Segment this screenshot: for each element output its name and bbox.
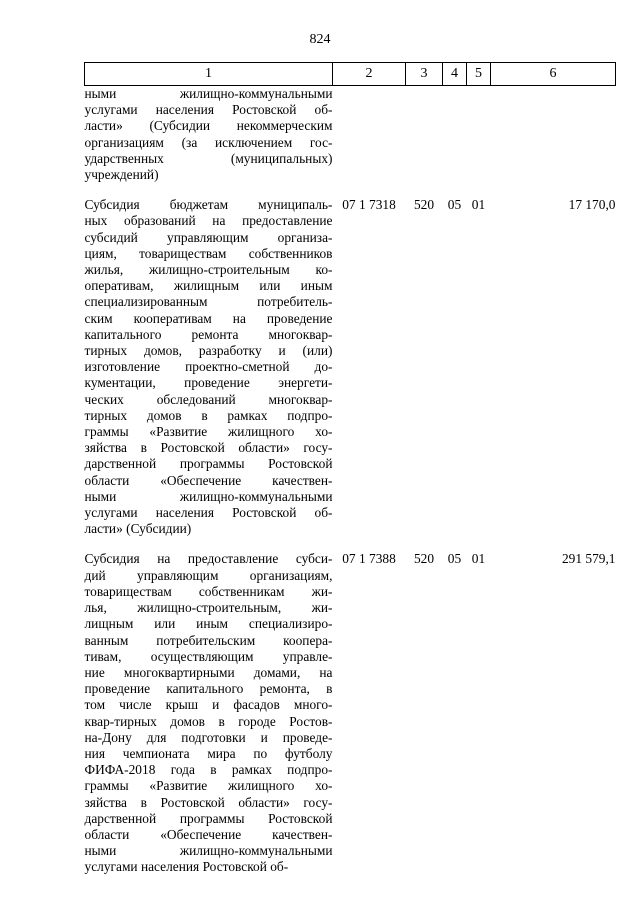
name-line: граммы «Развитие жилищного хо-	[84, 424, 333, 440]
name-line: ных образований на предоставление	[84, 213, 333, 229]
cell-target: 07 1 7388	[342, 551, 396, 567]
cell-subsection	[467, 86, 491, 184]
name-line: капитального ремонта многоквар-	[84, 326, 333, 342]
name-line: на-Дону для подготовки и проведе-	[84, 729, 333, 745]
name-line: ческих обследований многоквар-	[84, 391, 333, 407]
name-line: специализированным потребитель-	[84, 294, 333, 310]
name-line: ударственных (муниципальных)	[84, 150, 333, 166]
cell-section	[443, 86, 467, 184]
name-line: тирных домов, разработку и (или)	[84, 343, 333, 359]
name-line: жилья, жилищно-строительным ко-	[84, 262, 333, 278]
column-header-subsection: 5	[467, 63, 491, 86]
name-line: проведение капитального ремонта, в	[84, 681, 333, 697]
name-line: зяйства в Ростовской области» госу-	[84, 440, 333, 456]
column-header-target: 2	[333, 63, 406, 86]
cell-expense-type	[406, 86, 443, 184]
name-line: ласти» (Субсидии)	[84, 521, 192, 537]
cell-expense-type: 520	[413, 551, 435, 567]
name-line: лищным или иным специализиро-	[84, 616, 333, 632]
name-line: ским кооперативам на проведение	[84, 310, 333, 326]
name-line: граммы «Развитие жилищного хо-	[84, 778, 333, 794]
cell-name	[85, 183, 333, 537]
name-line: учреждений)	[84, 167, 159, 183]
column-header-section: 4	[443, 63, 467, 86]
name-line: том числе крыш и фасадов много-	[84, 697, 333, 713]
name-line: дарственной программы Ростовской	[84, 456, 333, 472]
cell-name	[85, 86, 333, 184]
name-line: дарственной программы Ростовской	[84, 810, 333, 826]
name-line: дий управляющим организациям,	[84, 567, 333, 583]
name-line: тивам, осуществляющим управле-	[84, 648, 333, 664]
column-header-sum: 6	[491, 63, 616, 86]
cell-sum: 291 579,1	[561, 551, 616, 567]
column-header-name: 1	[85, 63, 333, 86]
name-line: ными жилищно-коммунальными	[84, 488, 333, 504]
name-line: ванным потребительским коопера-	[84, 632, 333, 648]
cell-target	[333, 86, 406, 184]
name-line: ние многоквартирными домами, на	[84, 664, 333, 680]
name-line: ными жилищно-коммунальными	[84, 843, 333, 859]
name-line: субсидий управляющим организа-	[84, 229, 333, 245]
name-line: ными жилищно-коммунальными	[84, 86, 333, 101]
cell-section: 05	[447, 197, 462, 213]
table-row	[85, 183, 616, 537]
table-row	[85, 86, 616, 184]
name-line: области «Обеспечение качествен-	[84, 826, 333, 842]
name-line: области «Обеспечение качествен-	[84, 472, 333, 488]
cell-subsection: 01	[471, 197, 486, 213]
name-line: оперативам, жилищным или иным	[84, 278, 333, 294]
name-line: ФИФА-2018 года в рамках подпро-	[84, 762, 333, 778]
name-line: изготовление проектно-сметной до-	[84, 359, 333, 375]
name-line: циям, товариществам собственников	[84, 245, 333, 261]
name-line: кументации, проведение энергети-	[84, 375, 333, 391]
cell-sum: 17 170,0	[568, 197, 616, 213]
budget-table	[84, 62, 616, 876]
cell-target: 07 1 7318	[342, 197, 396, 213]
name-line: организациям (за исключением гос-	[84, 134, 333, 150]
cell-section: 05	[447, 551, 462, 567]
table-header-row	[85, 63, 616, 86]
name-line: товариществам собственникам жи-	[84, 583, 333, 599]
name-line: тирных домов в рамках подпро-	[84, 407, 333, 423]
name-line: Субсидия бюджетам муниципаль-	[84, 197, 333, 213]
name-line: ния чемпионата мира по футболу	[84, 745, 333, 761]
name-line: квар-тирных домов в городе Ростов-	[84, 713, 333, 729]
page-number: 824	[309, 32, 331, 47]
table-row	[85, 537, 616, 875]
name-line: лья, жилищно-строительным, жи-	[84, 600, 333, 616]
cell-expense-type: 520	[413, 197, 435, 213]
column-header-expense-type: 3	[406, 63, 443, 86]
name-line: Субсидия на предоставление субси-	[84, 551, 333, 567]
cell-name	[85, 537, 333, 875]
name-line: ласти» (Субсидии некоммерческим	[84, 118, 333, 134]
name-line: услугами населения Ростовской об-	[84, 859, 289, 875]
name-line: услугами населения Ростовской об-	[84, 505, 333, 521]
name-line: услугами населения Ростовской об-	[84, 102, 333, 118]
name-line: зяйства в Ростовской области» госу-	[84, 794, 333, 810]
cell-subsection: 01	[471, 551, 486, 567]
cell-sum	[491, 86, 616, 184]
